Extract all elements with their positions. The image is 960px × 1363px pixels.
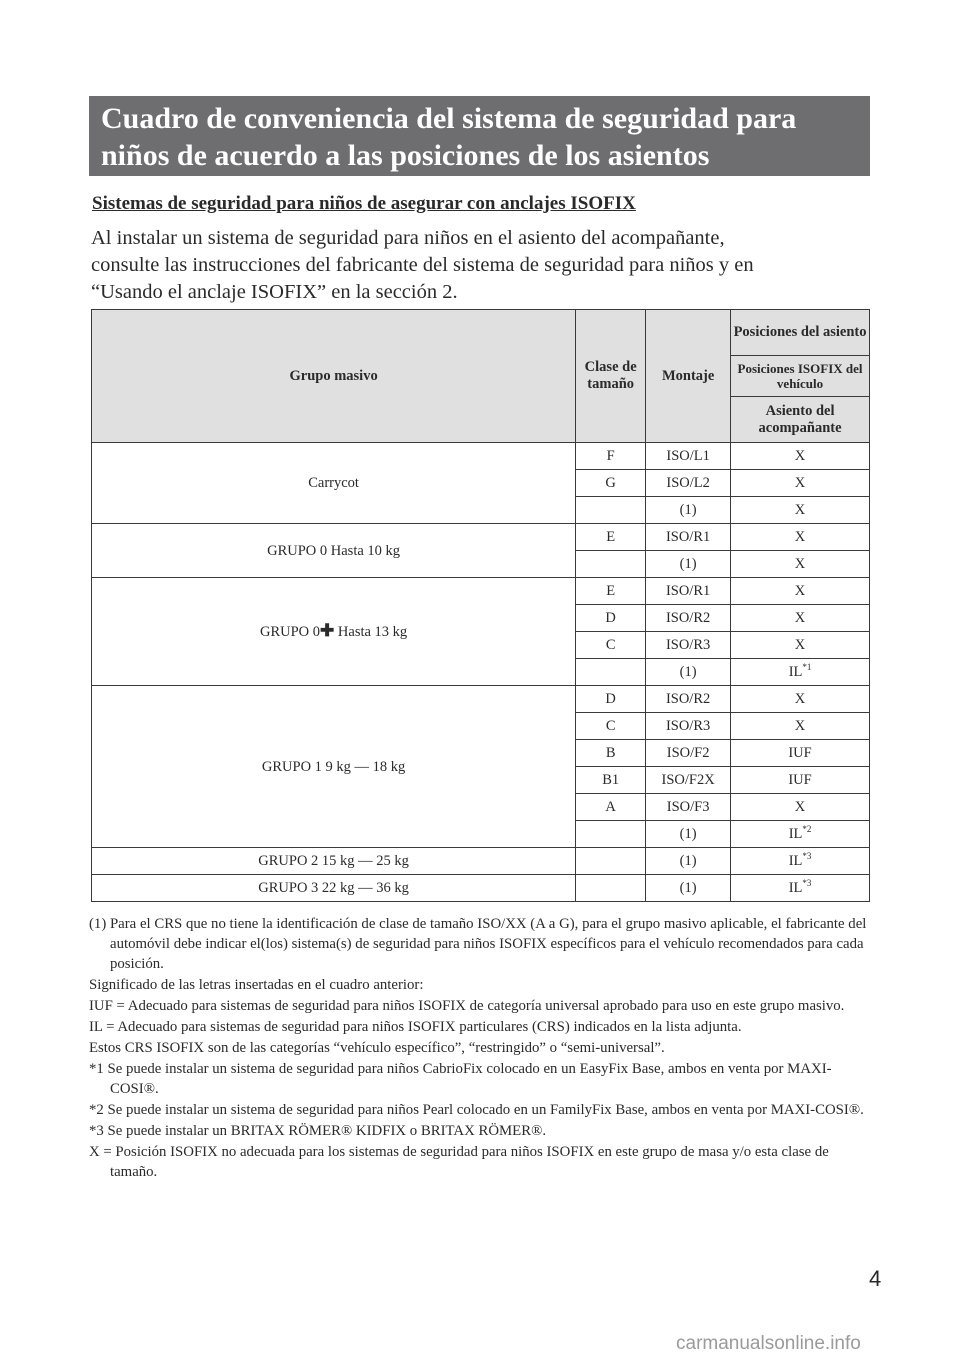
size-class-cell: B bbox=[576, 740, 646, 767]
group-label: GRUPO 1 9 kg — 18 kg bbox=[92, 686, 576, 848]
legend-iuf: IUF = Adecuado para sistemas de seguridad para niños ISOFIX de categoría universal aprobado para uso en este grupo masivo. bbox=[89, 998, 845, 1014]
footnote-star-1: *1 Se puede instalar un sistema de seguridad para niños CabrioFix colocado en un EasyFix Base, ambos en venta por MAXI-COSI®. bbox=[89, 1061, 832, 1097]
suitability-cell bbox=[731, 794, 870, 821]
subsection-heading: Sistemas de seguridad para niños de asegurar con anclajes ISOFIX bbox=[92, 193, 636, 214]
suitability-cell bbox=[731, 632, 870, 659]
fixture-cell: ISO/R2 bbox=[646, 605, 731, 632]
size-class-cell bbox=[576, 551, 646, 578]
suitability-value: X bbox=[794, 609, 806, 626]
size-class-cell bbox=[576, 875, 646, 902]
suitability-value: X bbox=[794, 528, 806, 545]
fixture-cell: ISO/L2 bbox=[646, 470, 731, 497]
size-class-cell bbox=[576, 821, 646, 848]
group-label: GRUPO 0 Hasta 10 kg bbox=[92, 524, 576, 578]
suitability-value: X bbox=[794, 717, 806, 734]
isofix-suitability-table bbox=[91, 309, 870, 902]
legend-il: IL = Adecuado para sistemas de seguridad para niños ISOFIX particulares (CRS) indicados en la lista adjunta. bbox=[89, 1019, 742, 1035]
header-group: Grupo masivo bbox=[92, 310, 576, 443]
intro-line-2: consulte las instrucciones del fabricante del sistema de seguridad para niños y en bbox=[91, 254, 754, 276]
suitability-cell bbox=[731, 686, 870, 713]
size-class-cell: F bbox=[576, 443, 646, 470]
suitability-value: X bbox=[794, 555, 806, 572]
size-class-cell: C bbox=[576, 713, 646, 740]
suitability-value: IL bbox=[788, 852, 803, 869]
group-label-text: GRUPO 0 bbox=[260, 624, 321, 640]
suitability-cell bbox=[731, 767, 870, 794]
group-label: GRUPO 3 22 kg — 36 kg bbox=[92, 875, 576, 902]
suitability-value: X bbox=[794, 582, 806, 599]
footnote-star-3: *3 Se puede instalar un BRITAX RÖMER® KIDFIX o BRITAX RÖMER®. bbox=[89, 1123, 547, 1139]
fixture-cell: ISO/F2X bbox=[646, 767, 731, 794]
legend-intro: Significado de las letras insertadas en el cuadro anterior: bbox=[89, 977, 424, 993]
suitability-cell bbox=[731, 497, 870, 524]
suitability-value: X bbox=[794, 501, 806, 518]
size-class-cell: E bbox=[576, 578, 646, 605]
suitability-value: X bbox=[794, 798, 806, 815]
fixture-cell: ISO/R3 bbox=[646, 632, 731, 659]
footnote-marker: *2 bbox=[802, 823, 812, 834]
suitability-value: IL bbox=[788, 663, 803, 680]
suitability-value: X bbox=[794, 474, 806, 491]
suitability-value: X bbox=[794, 690, 806, 707]
watermark-text: carmanualsonline.info bbox=[676, 1333, 861, 1354]
size-class-cell: G bbox=[576, 470, 646, 497]
title-line-2: niños de acuerdo a las posiciones de los asientos bbox=[101, 139, 710, 172]
suitability-cell bbox=[731, 740, 870, 767]
intro-line-1: Al instalar un sistema de seguridad para niños en el asiento del acompañante, bbox=[91, 227, 725, 249]
suitability-cell bbox=[731, 443, 870, 470]
fixture-cell: (1) bbox=[646, 875, 731, 902]
size-class-cell: A bbox=[576, 794, 646, 821]
group-label-text: Hasta 13 kg bbox=[334, 624, 408, 640]
fixture-cell: (1) bbox=[646, 551, 731, 578]
suitability-cell bbox=[731, 821, 870, 848]
suitability-value: IL bbox=[788, 879, 803, 896]
suitability-value: IUF bbox=[788, 744, 812, 761]
suitability-cell bbox=[731, 875, 870, 902]
header-size-class: Clase de tamaño bbox=[576, 310, 646, 443]
plus-icon: ✚ bbox=[320, 621, 335, 640]
title-line-1: Cuadro de conveniencia del sistema de seguridad para bbox=[101, 102, 797, 135]
suitability-cell bbox=[731, 605, 870, 632]
fixture-cell: ISO/R2 bbox=[646, 686, 731, 713]
size-class-cell bbox=[576, 848, 646, 875]
intro-line-3: “Usando el anclaje ISOFIX” en la sección 2. bbox=[91, 281, 458, 303]
legend-x: X = Posición ISOFIX no adecuada para los sistemas de seguridad para niños ISOFIX en este grupo de masa y/o esta clase de tamaño. bbox=[89, 1144, 829, 1180]
fixture-cell: (1) bbox=[646, 821, 731, 848]
intro-paragraph bbox=[91, 225, 881, 306]
size-class-cell: B1 bbox=[576, 767, 646, 794]
footnote-marker: *3 bbox=[802, 877, 812, 888]
suitability-value: IL bbox=[788, 825, 803, 842]
group-label bbox=[92, 578, 576, 686]
fixture-cell: ISO/F2 bbox=[646, 740, 731, 767]
header-passenger-seat: Asiento del acompañante bbox=[731, 397, 870, 443]
suitability-value: IUF bbox=[788, 771, 812, 788]
fixture-cell: ISO/L1 bbox=[646, 443, 731, 470]
suitability-cell bbox=[731, 713, 870, 740]
suitability-cell bbox=[731, 524, 870, 551]
size-class-cell: E bbox=[576, 524, 646, 551]
suitability-value: X bbox=[794, 636, 806, 653]
size-class-cell bbox=[576, 659, 646, 686]
size-class-cell bbox=[576, 497, 646, 524]
size-class-cell: C bbox=[576, 632, 646, 659]
footnote-star-2: *2 Se puede instalar un sistema de seguridad para niños Pearl colocado en un FamilyFix Base, ambos en venta por MAXI-COSI®. bbox=[89, 1102, 864, 1118]
group-label: GRUPO 2 15 kg — 25 kg bbox=[92, 848, 576, 875]
suitability-cell bbox=[731, 470, 870, 497]
fixture-cell: ISO/R1 bbox=[646, 524, 731, 551]
fixture-cell: (1) bbox=[646, 497, 731, 524]
group-label: Carrycot bbox=[92, 443, 576, 524]
section-title-banner bbox=[89, 96, 870, 176]
page-number: 4 bbox=[869, 1266, 882, 1291]
suitability-cell bbox=[731, 578, 870, 605]
footnote-marker: *3 bbox=[802, 850, 812, 861]
suitability-value: X bbox=[794, 447, 806, 464]
size-class-cell: D bbox=[576, 605, 646, 632]
header-isofix-positions: Posiciones ISOFIX del vehículo bbox=[731, 356, 870, 397]
fixture-cell: (1) bbox=[646, 848, 731, 875]
fixture-cell: ISO/R1 bbox=[646, 578, 731, 605]
crs-categories-note: Estos CRS ISOFIX son de las categorías “vehículo específico”, “restringido” o “semi-universal”. bbox=[89, 1040, 665, 1056]
footnote-1: (1) Para el CRS que no tiene la identificación de clase de tamaño ISO/XX (A a G), para el grupo masivo aplicable, el fabricante del automóvil debe indicar el(los) sistema(s) de seguridad para niños ISOFIX específicos para el vehículo recomendados para cada posición. bbox=[89, 916, 867, 972]
header-fixture: Montaje bbox=[646, 310, 731, 443]
fixture-cell: ISO/R3 bbox=[646, 713, 731, 740]
suitability-cell bbox=[731, 848, 870, 875]
fixture-cell: (1) bbox=[646, 659, 731, 686]
fixture-cell: ISO/F3 bbox=[646, 794, 731, 821]
suitability-cell bbox=[731, 659, 870, 686]
footnote-marker: *1 bbox=[802, 661, 812, 672]
size-class-cell: D bbox=[576, 686, 646, 713]
header-seat-positions: Posiciones del asiento bbox=[731, 310, 870, 356]
footnotes bbox=[89, 914, 869, 1183]
suitability-cell bbox=[731, 551, 870, 578]
